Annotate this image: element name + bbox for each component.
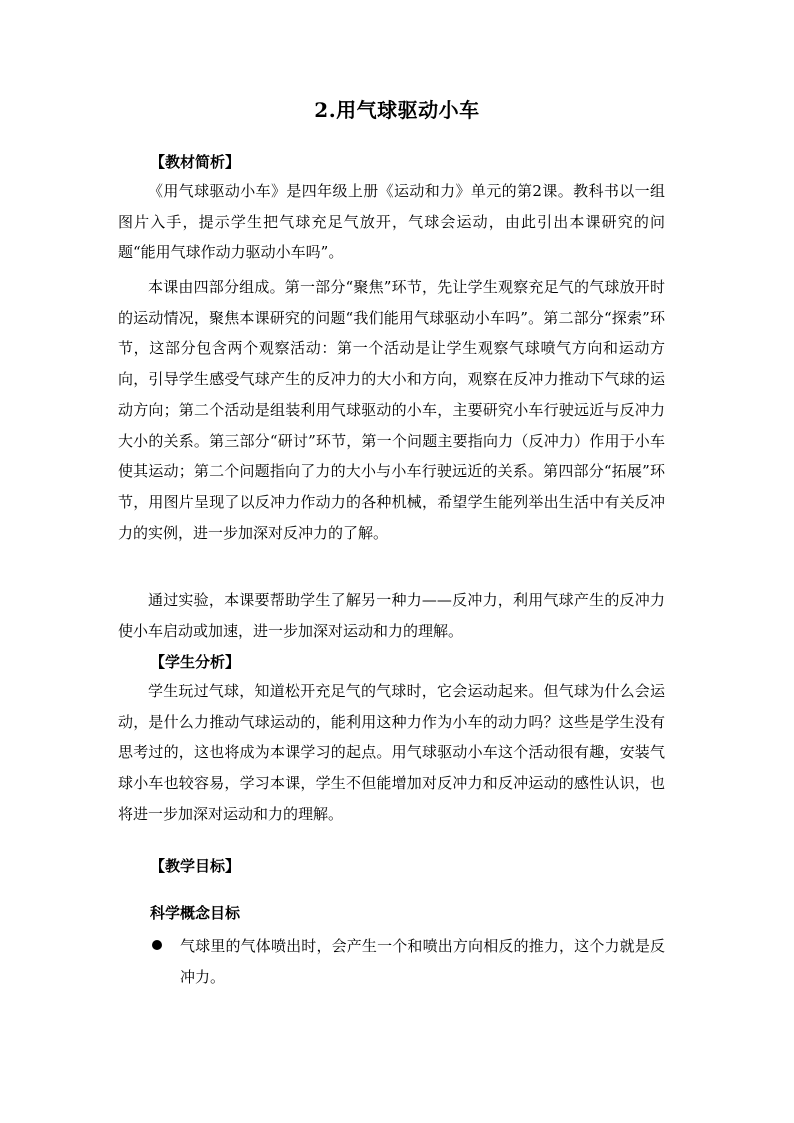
section-heading-teaching-goals: 【教学目标】: [150, 857, 241, 875]
paragraph-lesson-structure: 本课由四部分组成。第一部分“聚焦”环节，先让学生观察充足气的气球放开时的运动情况，聚焦本课研究的问题“我们能用气球驱动小车吗”。第二部分“探索”环节，这部分包含两个观察活动：第一个活动是让学生观察气球喷气方向和运动方向，引导学生感受气球产生的反冲力的大小和方向，观察在反冲力推动下气球的运动方向；第二个活动是组装利用气球驱动的小车，主要研究小车行驶远近与反冲力大小的关系。第三部分“研讨”环节，第一个问题主要指向力（反冲力）作用于小车使其运动；第二个问题指向了力的大小与小车行驶远近的关系。第四部分“拓展”环节，用图片呈现了以反冲力作动力的各种机械，希望学生能列举出生活中有关反冲力的实例，进一步加深对反冲力的了解。: [118, 278, 665, 542]
paragraph-textbook-intro: 《用气球驱动小车》是四年级上册《运动和力》单元的第2课。教科书以一组图片入手，提示学生把气球充足气放开，气球会运动，由此引出本课研究的问题“能用气球作动力驱动小车吗”。: [118, 182, 665, 262]
bullet-icon: [152, 940, 162, 950]
bullet-text: 气球里的气体喷出时，会产生一个和喷出方向相反的推力，这个力就是反冲力。: [180, 937, 665, 986]
paragraph-student-analysis: 学生玩过气球，知道松开充足气的气球时，它会运动起来。但气球为什么会运动，是什么力推动气球运动的，能利用这种力作为小车的动力吗？这些是学生没有思考过的，这也将成为本课学习的起点。用气球驱动小车这个活动很有趣，安装气球小车也较容易，学习本课，学生不但能增加对反冲力和反冲运动的感性认识，也将进一步加深对运动和力的理解。: [118, 682, 665, 823]
document-title: 2.用气球驱动小车: [314, 98, 480, 122]
subheading-science-concept-goals: 科学概念目标: [150, 904, 241, 922]
bullet-list-item: [150, 931, 665, 992]
paragraph-lesson-goal: 通过实验，本课要帮助学生了解另一种力——反冲力，利用气球产生的反冲力使小车启动或加速，进一步加深对运动和力的理解。: [118, 591, 665, 640]
section-heading-student-analysis: 【学生分析】: [150, 653, 241, 671]
section-heading-textbook-analysis: 【教材简析】: [150, 153, 241, 171]
